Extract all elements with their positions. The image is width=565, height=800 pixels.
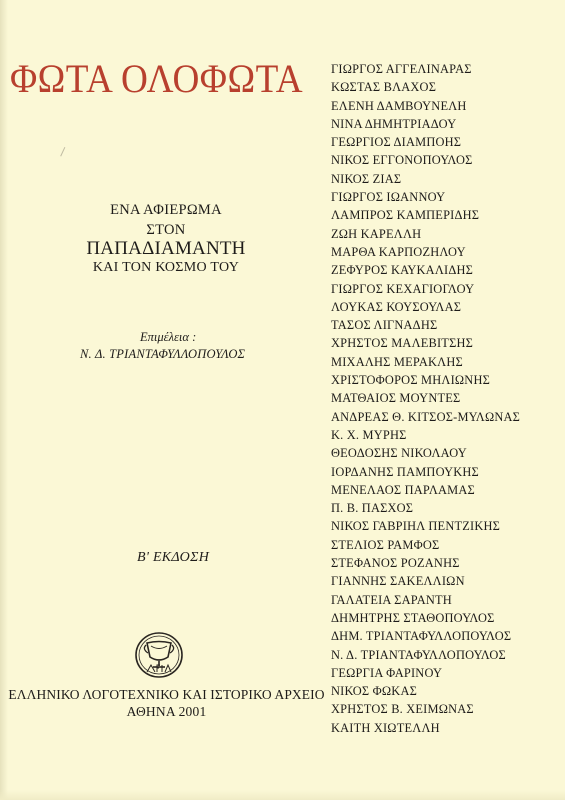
contributor-item: ΓΑΛΑΤΕΙΑ ΣΑΡΑΝΤΗ <box>331 592 452 607</box>
contributor-item: ΤΑΣΟΣ ΛΙΓΝΑΔΗΣ <box>331 318 438 333</box>
contributors-list <box>331 60 520 737</box>
contributor-item: ΓΙΑΝΝΗΣ ΣΑΚΕΛΛΙΩΝ <box>331 574 465 589</box>
contributor-item: ΔΗΜΗΤΡΗΣ ΣΤΑΘΟΠΟΥΛΟΣ <box>331 610 495 625</box>
subtitle-line-1: ΕΝΑ ΑΦΙΕΡΩΜΑ <box>110 202 222 218</box>
contributor-item: ΝΙΝΑ ΔΗΜΗΤΡΙΑΔΟΥ <box>331 116 457 131</box>
contributor-item: ΣΤΕΛΙΟΣ ΡΑΜΦΟΣ <box>331 537 440 552</box>
contributor-item: ΣΤΕΦΑΝΟΣ ΡΟΖΑΝΗΣ <box>331 556 460 571</box>
subtitle-line-3: ΠΑΠΑΔΙΑΜΑΝΤΗ <box>86 238 246 259</box>
paper-mark <box>60 147 71 159</box>
contributor-item: ΛΑΜΠΡΟΣ ΚΑΜΠΕΡΙΔΗΣ <box>331 208 480 223</box>
contributor-item: Ν. Δ. ΤΡΙΑΝΤΑΦΥΛΛΟΠΟΥΛΟΣ <box>331 647 506 662</box>
publication-city-year: ΑΘΗΝΑ 2001 <box>126 704 207 719</box>
contributor-item: ΜΕΝΕΛΑΟΣ ΠΑΡΛΑΜΑΣ <box>331 482 475 497</box>
elia-archive-seal-icon <box>133 630 185 680</box>
contributor-item: ΧΡΗΣΤΟΣ Β. ΧΕΙΜΩΝΑΣ <box>331 702 474 717</box>
contributor-item: ΓΕΩΡΓΙΟΣ ΔΙΑΜΠΟΗΣ <box>331 135 462 150</box>
contributor-item: ΛΟΥΚΑΣ ΚΟΥΣΟΥΛΑΣ <box>331 299 462 314</box>
contributor-item: ΜΑΡΘΑ ΚΑΡΠΟΖΗΛΟΥ <box>331 244 466 259</box>
editor-name: Ν. Δ. ΤΡΙΑΝΤΑΦΥΛΛΟΠΟΥΛΟΣ <box>80 347 246 361</box>
contributor-item: ΔΗΜ. ΤΡΙΑΝΤΑΦΥΛΛΟΠΟΥΛΟΣ <box>331 629 512 644</box>
contributor-item: ΖΩΗ ΚΑΡΕΛΛΗ <box>331 226 422 241</box>
contributor-item: ΑΝΔΡΕΑΣ Θ. ΚΙΤΣΟΣ-ΜΥΛΩΝΑΣ <box>331 409 521 424</box>
subtitle-line-2: ΣΤΟΝ <box>146 222 186 238</box>
page-bottom-edge <box>0 790 565 800</box>
contributor-item: ΚΑΙΤΗ ΧΙΩΤΕΛΛΗ <box>331 720 440 735</box>
contributor-item: ΚΩΣΤΑΣ ΒΛΑΧΟΣ <box>331 80 437 95</box>
contributor-item: ΖΕΦΥΡΟΣ ΚΑΥΚΑΛΙΔΗΣ <box>331 263 474 278</box>
contributor-item: ΘΕΟΔΟΣΗΣ ΝΙΚΟΛΑΟΥ <box>331 446 467 461</box>
contributor-item: ΓΙΩΡΓΟΣ ΚΕΧΑΓΙΟΓΛΟΥ <box>331 281 475 296</box>
contributor-item: ΙΟΡΔΑΝΗΣ ΠΑΜΠΟΥΚΗΣ <box>331 464 479 479</box>
editor-label: Επιμέλεια : <box>140 330 197 344</box>
contributor-item: ΓΙΩΡΓΟΣ ΑΓΓΕΛΙΝΑΡΑΣ <box>331 62 472 76</box>
contributor-item: ΝΙΚΟΣ ΦΩΚΑΣ <box>331 684 417 699</box>
contributor-item: Κ. Χ. ΜΥΡΗΣ <box>331 427 407 442</box>
publisher-name: ΕΛΛΗΝΙΚΟ ΛΟΓΟΤΕΧΝΙΚΟ ΚΑΙ ΙΣΤΟΡΙΚΟ ΑΡΧΕΙΟ <box>8 687 325 702</box>
contributor-item: ΜΑΤΘΑΙΟΣ ΜΟΥΝΤΕΣ <box>331 391 461 406</box>
contributor-item: ΝΙΚΟΣ ΕΓΓΟΝΟΠΟΥΛΟΣ <box>331 153 473 168</box>
subtitle-line-4: ΚΑΙ ΤΟΝ ΚΟΣΜΟ ΤΟΥ <box>92 260 240 275</box>
contributor-item: ΝΙΚΟΣ ΓΑΒΡΙΗΛ ΠΕΝΤΖΙΚΗΣ <box>331 519 501 534</box>
contributor-item: ΧΡΗΣΤΟΣ ΜΑΛΕΒΙΤΣΗΣ <box>331 336 474 351</box>
contributor-item: ΕΛΕΝΗ ΔΑΜΒΟΥΝΕΛΗ <box>331 98 467 113</box>
book-title: ΦΩΤΑ ΟΛΟΦΩΤΑ <box>10 56 304 101</box>
edition-label: Β' ΕΚΔΟΣΗ <box>137 550 210 565</box>
contributor-item: Π. Β. ΠΑΣΧΟΣ <box>331 501 414 516</box>
contributor-item: ΓΙΩΡΓΟΣ ΙΩΑΝΝΟΥ <box>331 190 446 205</box>
contributor-item: ΝΙΚΟΣ ΖΙΑΣ <box>331 171 402 186</box>
page-edge-shadow <box>0 0 8 800</box>
contributor-item: ΓΕΩΡΓΙΑ ΦΑΡΙΝΟΥ <box>331 665 443 680</box>
contributor-item: ΧΡΙΣΤΟΦΟΡΟΣ ΜΗΛΙΩΝΗΣ <box>331 373 491 388</box>
contributor-item: ΜΙΧΑΛΗΣ ΜΕΡΑΚΛΗΣ <box>331 354 463 369</box>
